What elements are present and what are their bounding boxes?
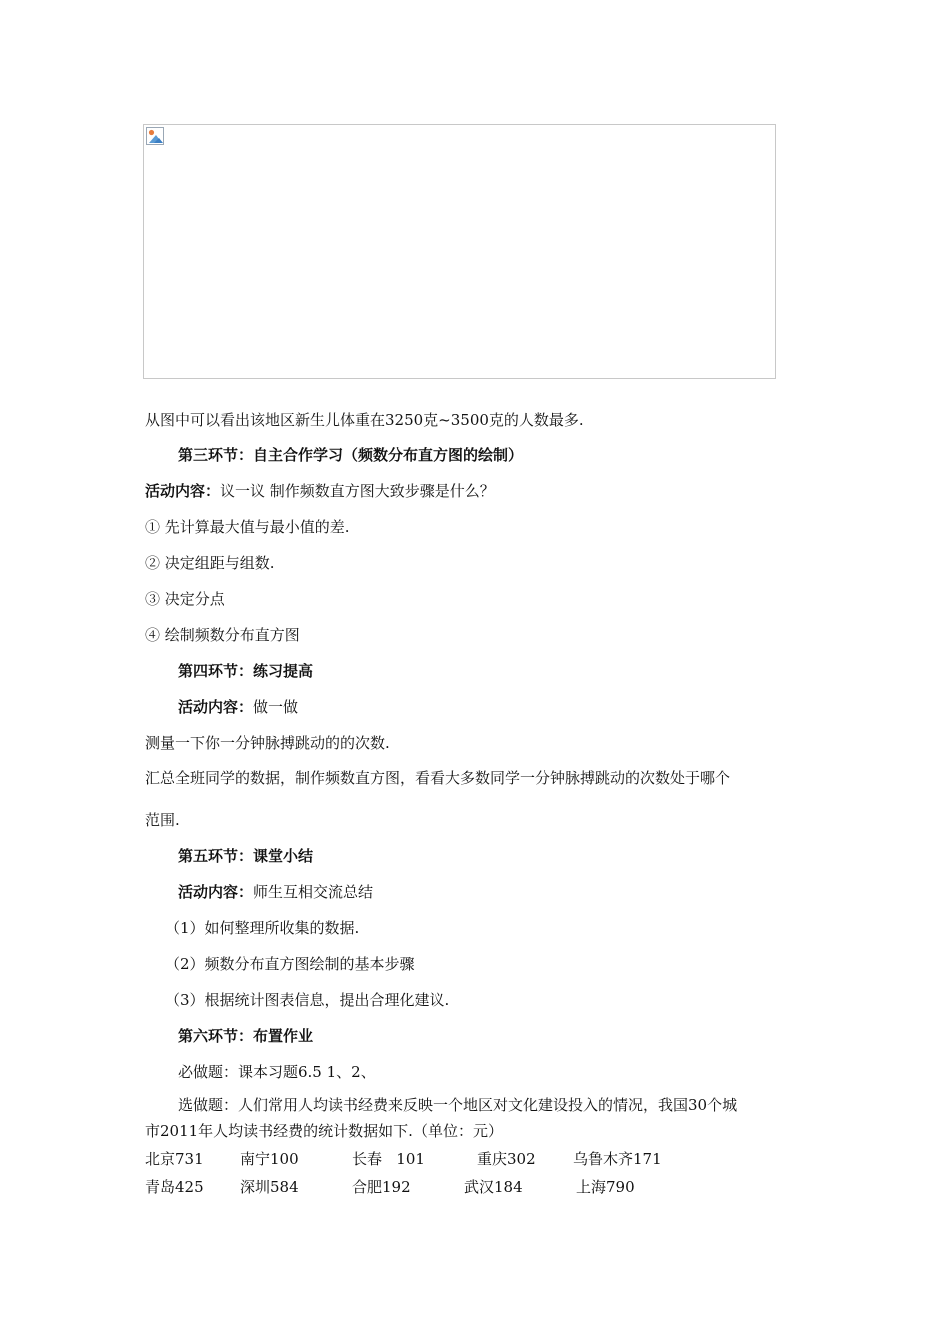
homework-optional-a: 选做题：人们常用人均读书经费来反映一个地区对文化建设投入的情况，我国30个城 <box>178 1096 738 1114</box>
paragraph-conclusion: 从图中可以看出该地区新生儿体重在3250克~3500克的人数最多. <box>145 411 584 429</box>
section-3-activity <box>145 482 495 500</box>
activity-text: 做一做 <box>253 698 299 716</box>
step-1: ① 先计算最大值与最小值的差. <box>145 518 350 536</box>
summary-item-3: （3）根据统计图表信息，提出合理化建议. <box>165 991 450 1009</box>
city-entry: 上海790 <box>576 1178 635 1196</box>
step-2: ② 决定组距与组数. <box>145 554 275 572</box>
section-4-paragraph-2b: 范围. <box>145 811 180 829</box>
section-3-title: 第三环节：自主合作学习（频数分布直方图的绘制） <box>178 446 524 464</box>
city-entry: 南宁100 <box>240 1150 299 1168</box>
homework-optional-b: 市2011年人均读书经费的统计数据如下.（单位：元） <box>145 1122 503 1140</box>
city-entry: 深圳584 <box>240 1178 299 1196</box>
section-5-activity <box>178 883 373 901</box>
activity-text: 师生互相交流总结 <box>253 883 374 901</box>
activity-label: 活动内容： <box>178 698 254 716</box>
city-entry: 武汉184 <box>464 1178 523 1196</box>
activity-label: 活动内容： <box>145 482 221 500</box>
activity-label: 活动内容： <box>178 883 254 901</box>
city-entry: 重庆302 <box>477 1150 536 1168</box>
section-4-paragraph-1: 测量一下你一分钟脉搏跳动的的次数. <box>145 734 390 752</box>
city-entry: 长春 101 <box>352 1150 425 1168</box>
step-3: ③ 决定分点 <box>145 590 225 608</box>
image-placeholder <box>143 124 776 379</box>
section-4-title: 第四环节：练习提高 <box>178 662 314 680</box>
city-entry: 青岛425 <box>145 1178 204 1196</box>
summary-item-1: （1）如何整理所收集的数据. <box>165 919 360 937</box>
homework-required: 必做题：课本习题6.5 1、2、 <box>178 1063 376 1081</box>
city-entry: 乌鲁木齐171 <box>573 1150 662 1168</box>
summary-item-2: （2）频数分布直方图绘制的基本步骤 <box>165 955 415 973</box>
section-6-title: 第六环节：布置作业 <box>178 1027 314 1045</box>
activity-text: 议一议 制作频数直方图大致步骤是什么？ <box>220 482 495 500</box>
city-entry: 合肥192 <box>352 1178 411 1196</box>
step-4: ④ 绘制频数分布直方图 <box>145 626 300 644</box>
city-entry: 北京731 <box>145 1150 204 1168</box>
broken-image-icon <box>146 127 164 145</box>
section-5-title: 第五环节：课堂小结 <box>178 847 314 865</box>
section-4-activity <box>178 698 298 716</box>
section-4-paragraph-2a: 汇总全班同学的数据，制作频数直方图，看看大多数同学一分钟脉搏跳动的次数处于哪个 <box>145 769 731 787</box>
